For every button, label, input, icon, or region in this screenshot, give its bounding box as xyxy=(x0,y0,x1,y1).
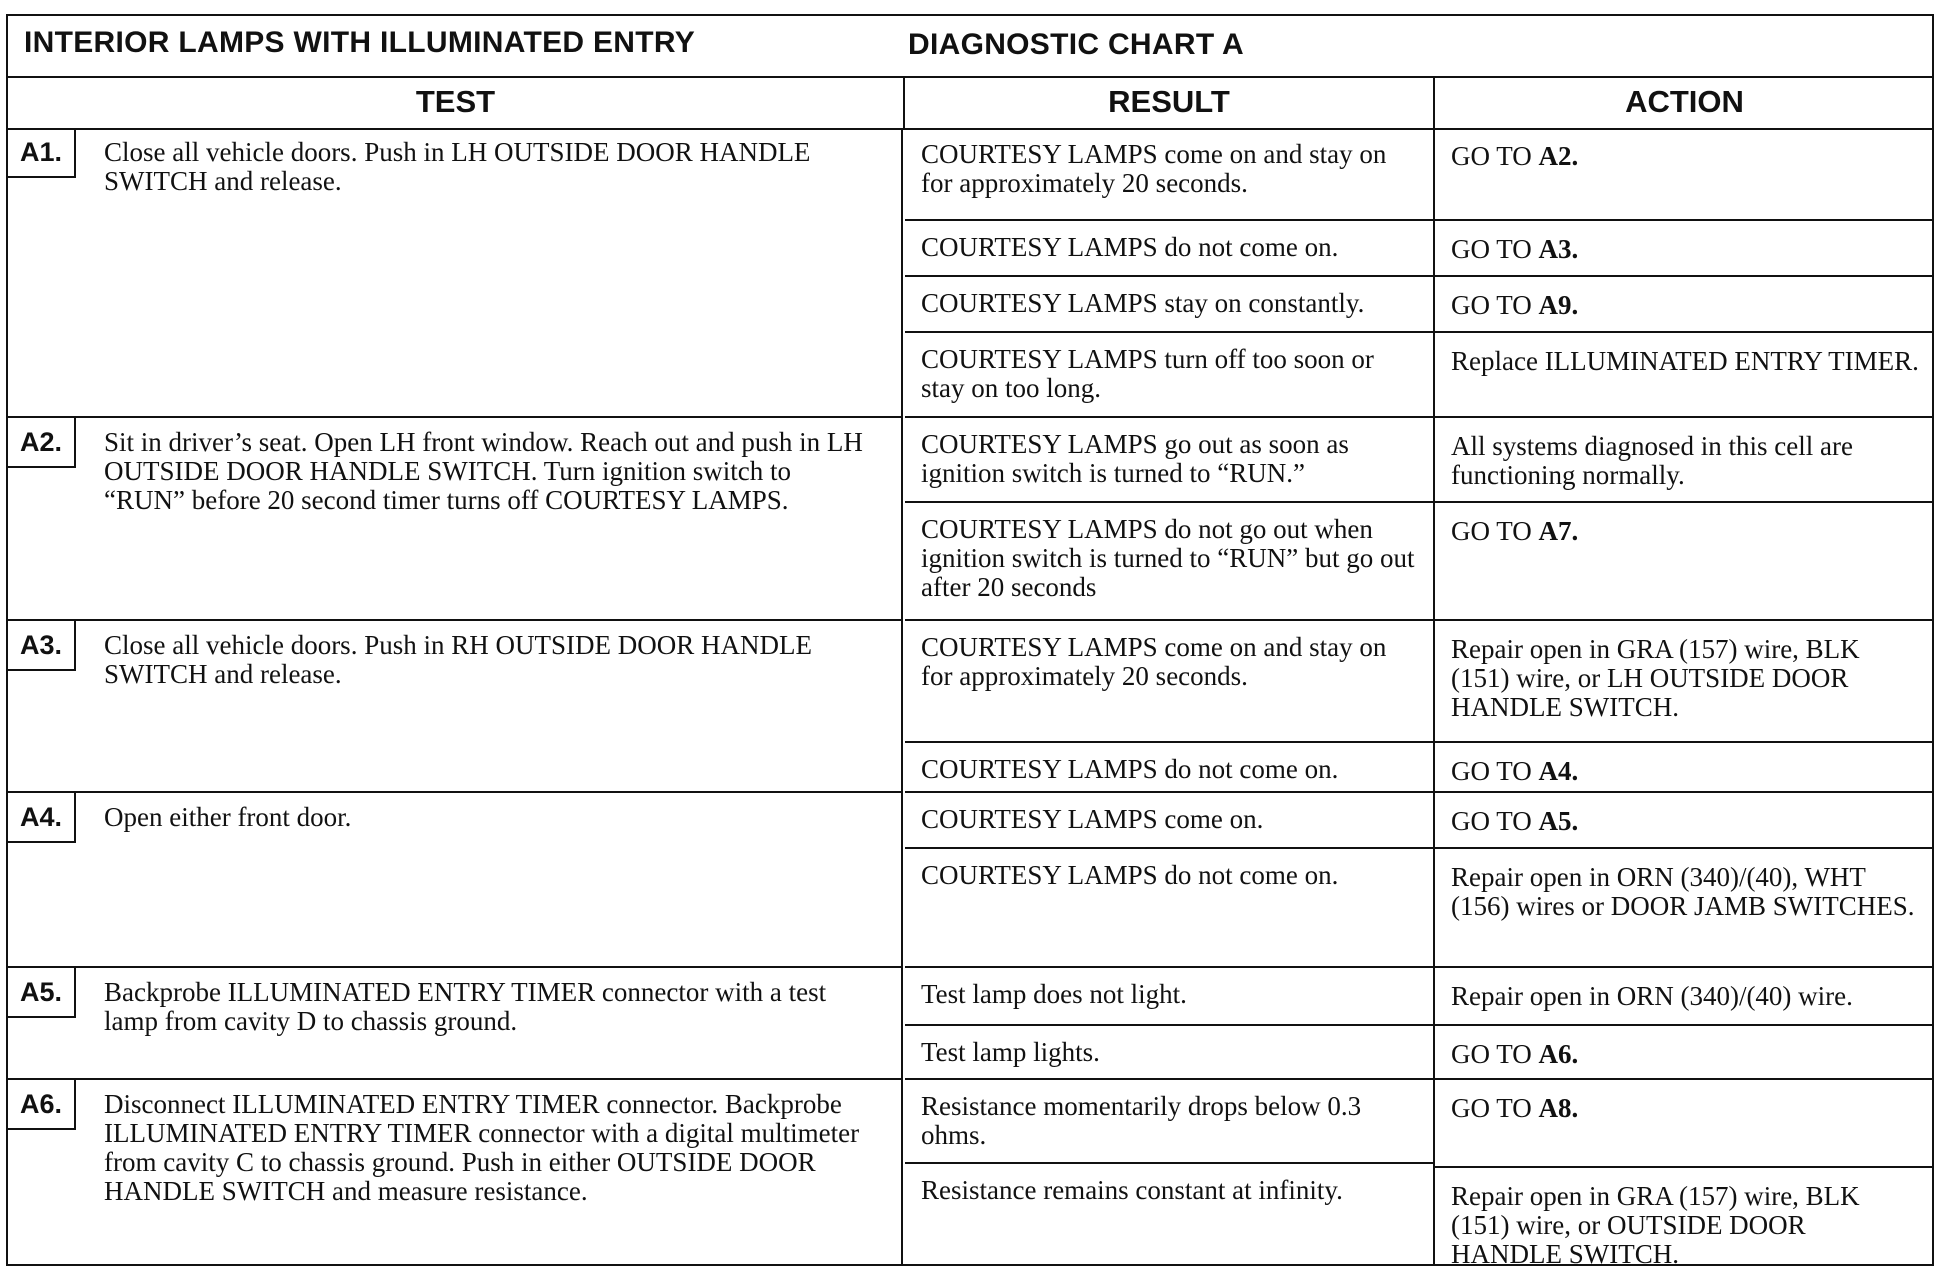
step-label: A6. xyxy=(8,1080,76,1130)
test-cell-a6 xyxy=(8,1080,903,1266)
result-cell: Resistance momentarily drops below 0.3 ohms. xyxy=(905,1080,1435,1164)
action-cell xyxy=(1435,277,1934,333)
test-instruction: Disconnect ILLUMINATED ENTRY TIMER connector. Backprobe ILLUMINATED ENTRY TIMER connector with a digital multimeter from cavity C to chassis ground. Push in either OUTSIDE DOOR HANDLE SWITCH and measure resistance. xyxy=(104,1089,860,1206)
result-cell: COURTESY LAMPS do not come on. xyxy=(905,849,1435,968)
action-cell xyxy=(1435,333,1934,418)
result-cell: COURTESY LAMPS come on and stay on for approximately 20 seconds. xyxy=(905,621,1435,743)
action-text: Repair open in GRA (157) wire, BLK (151) wire, or OUTSIDE DOOR HANDLE SWITCH. xyxy=(1451,1181,1860,1269)
action-cell xyxy=(1435,793,1934,849)
result-cell: Test lamp does not light. xyxy=(905,968,1435,1026)
action-cell xyxy=(1435,221,1934,277)
result-cell: Test lamp lights. xyxy=(905,1026,1435,1080)
chart-label: DIAGNOSTIC CHART A xyxy=(908,28,1244,61)
test-instruction: Open either front door. xyxy=(104,802,352,832)
step-label: A3. xyxy=(8,621,76,671)
column-header-row xyxy=(8,76,1932,130)
action-ref: A8. xyxy=(1538,1093,1579,1123)
document-title: INTERIOR LAMPS WITH ILLUMINATED ENTRY xyxy=(24,26,696,59)
action-cell xyxy=(1435,1168,1934,1269)
test-instruction: Backprobe ILLUMINATED ENTRY TIMER connector with a test lamp from cavity D to chassis ground. xyxy=(104,977,827,1036)
action-cell xyxy=(1435,503,1934,621)
action-text: Replace ILLUMINATED ENTRY TIMER. xyxy=(1451,346,1919,376)
action-ref: A4. xyxy=(1538,756,1579,786)
action-text: GO TO xyxy=(1451,1039,1532,1069)
test-cell-a5 xyxy=(8,968,903,1080)
action-cell xyxy=(1435,1080,1934,1168)
step-label: A5. xyxy=(8,968,76,1018)
result-cell: COURTESY LAMPS come on. xyxy=(905,793,1435,849)
test-cell-a1 xyxy=(8,128,903,418)
header-result: RESULT xyxy=(905,76,1435,128)
action-text: All systems diagnosed in this cell are functioning normally. xyxy=(1451,431,1853,490)
action-text: Repair open in ORN (340)/(40) wire. xyxy=(1451,981,1853,1011)
action-cell xyxy=(1435,743,1934,793)
action-text: GO TO xyxy=(1451,806,1532,836)
test-cell-a4 xyxy=(8,793,903,968)
action-text: GO TO xyxy=(1451,141,1532,171)
result-cell: COURTESY LAMPS do not come on. xyxy=(905,743,1435,793)
action-cell xyxy=(1435,968,1934,1026)
result-cell: COURTESY LAMPS stay on constantly. xyxy=(905,277,1435,333)
result-cell: COURTESY LAMPS go out as soon as ignition switch is turned to “RUN.” xyxy=(905,418,1435,503)
action-text: GO TO xyxy=(1451,234,1532,264)
action-cell xyxy=(1435,849,1934,968)
result-cell: COURTESY LAMPS do not go out when ignition switch is turned to “RUN” but go out after 20 seconds xyxy=(905,503,1435,621)
test-instruction: Sit in driver’s seat. Open LH front window. Reach out and push in LH OUTSIDE DOOR HANDLE SWITCH. Turn ignition switch to “RUN” before 20 second timer turns off COURTESY LAMPS. xyxy=(104,427,863,515)
result-cell: Resistance remains constant at infinity. xyxy=(905,1164,1435,1266)
action-ref: A5. xyxy=(1538,806,1579,836)
header-action: ACTION xyxy=(1625,84,1744,119)
step-label: A4. xyxy=(8,793,76,843)
action-ref: A6. xyxy=(1538,1039,1579,1069)
action-text: GO TO xyxy=(1451,756,1532,786)
result-cell: COURTESY LAMPS come on and stay on for approximately 20 seconds. xyxy=(905,128,1435,221)
test-cell-a3 xyxy=(8,621,903,793)
title-bar xyxy=(8,16,1932,78)
step-label: A2. xyxy=(8,418,76,468)
action-ref: A2. xyxy=(1538,141,1579,171)
action-cell xyxy=(1435,128,1934,221)
header-test: TEST xyxy=(8,76,905,128)
action-text: GO TO xyxy=(1451,1093,1532,1123)
action-ref: A3. xyxy=(1538,234,1579,264)
action-text: Repair open in GRA (157) wire, BLK (151) wire, or LH OUTSIDE DOOR HANDLE SWITCH. xyxy=(1451,634,1860,722)
test-cell-a2 xyxy=(8,418,903,621)
action-ref: A9. xyxy=(1538,290,1579,320)
action-cell xyxy=(1435,621,1934,743)
action-text: Repair open in ORN (340)/(40), WHT (156) wires or DOOR JAMB SWITCHES. xyxy=(1451,862,1915,921)
result-cell: COURTESY LAMPS turn off too soon or stay on too long. xyxy=(905,333,1435,418)
action-text: GO TO xyxy=(1451,516,1532,546)
action-cell xyxy=(1435,1026,1934,1080)
diagnostic-chart-sheet xyxy=(6,14,1934,1269)
test-instruction: Close all vehicle doors. Push in RH OUTSIDE DOOR HANDLE SWITCH and release. xyxy=(104,630,812,689)
result-cell: COURTESY LAMPS do not come on. xyxy=(905,221,1435,277)
step-label: A1. xyxy=(8,128,76,178)
action-text: GO TO xyxy=(1451,290,1532,320)
action-ref: A7. xyxy=(1538,516,1579,546)
action-cell xyxy=(1435,418,1934,503)
test-instruction: Close all vehicle doors. Push in LH OUTSIDE DOOR HANDLE SWITCH and release. xyxy=(104,137,811,196)
